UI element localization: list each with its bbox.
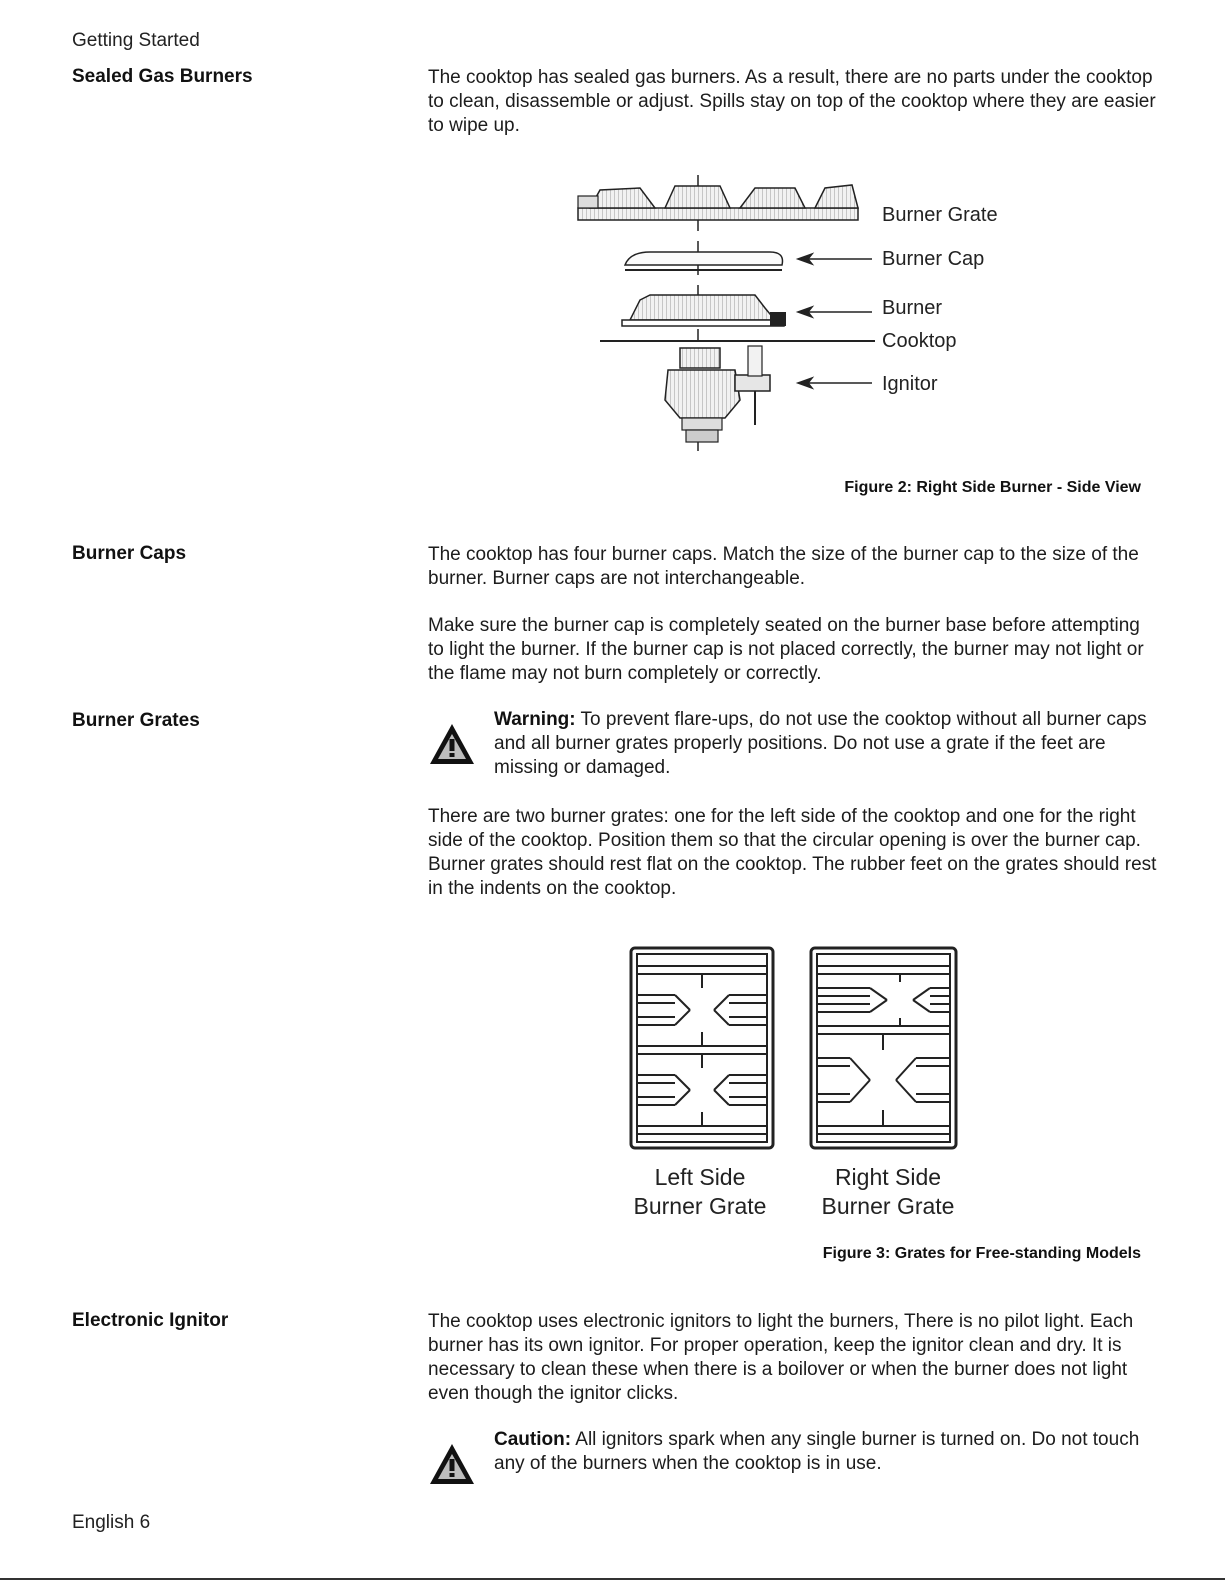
heading-sealed-gas-burners: Sealed Gas Burners — [72, 66, 253, 87]
figure-3-caption: Figure 3: Grates for Free-standing Models — [822, 1245, 1141, 1262]
warning-text: To prevent flare-ups, do not use the cooktop without all burner caps and all burner grates properly positions. Do not use a grate if the feet are missing or damaged. — [494, 709, 1147, 778]
heading-burner-caps: Burner Caps — [72, 543, 187, 564]
heading-electronic-ignitor: Electronic Ignitor — [72, 1310, 229, 1331]
label-ignitor: Ignitor — [882, 373, 938, 395]
warning-label: Warning: — [494, 709, 576, 730]
caution-text: All ignitors spark when any single burner is turned on. Do not touch any of the burners when the cooktop is in use. — [494, 1429, 1140, 1474]
left-grate-label-line2: Burner Grate — [633, 1193, 767, 1219]
figure-2-caption: Figure 2: Right Side Burner - Side View — [844, 479, 1141, 496]
label-burner-grate: Burner Grate — [882, 204, 998, 226]
running-head: Getting Started — [72, 30, 200, 51]
burner-cap-part — [625, 252, 783, 270]
label-burner-cap: Burner Cap — [882, 248, 985, 270]
ignitor-part — [665, 346, 770, 442]
bottom-rule — [0, 1578, 1225, 1580]
paragraph-grates: There are two burner grates: one for the left side of the cooktop and one for the right side of the cooktop. Position them so that the circular opening is over the burner cap. Burner grates should rest flat on the cooktop. The rubber feet on the grates should rest in the indents on the cooktop. — [428, 806, 1157, 899]
paragraph-ignitor: The cooktop uses electronic ignitors to light the burners, There is no pilot light. Each burner has its own ignitor. For proper operation, keep the ignitor clean and dry. It is necessary to clean these when there is a boilover or when the burner does not light even though the ignitor clicks. — [428, 1311, 1134, 1404]
warning-notice — [428, 708, 1158, 780]
right-grate-label-line1: Right Side — [834, 1164, 942, 1190]
left-grate-drawing — [631, 948, 773, 1148]
left-grate-label-line1: Left Side — [654, 1164, 746, 1190]
caution-triangle-icon — [428, 1442, 476, 1486]
warning-triangle-icon — [428, 722, 476, 766]
paragraph-caps-1: The cooktop has four burner caps. Match the size of the burner cap to the size of the burner. Burner caps are not interchangeable. — [428, 544, 1139, 589]
paragraph-caps-2: Make sure the burner cap is completely seated on the burner base before attempting to light the burner. If the burner cap is not placed correctly, the burner may not light or the flame may not burn completely or correctly. — [428, 615, 1144, 684]
page-footer: English 6 — [72, 1512, 151, 1533]
burner-side-view-diagram — [570, 170, 900, 470]
right-grate-drawing — [811, 948, 956, 1148]
left-grate-label — [615, 1163, 785, 1221]
leader-arrows — [798, 254, 872, 388]
right-grate-label-line2: Burner Grate — [821, 1193, 955, 1219]
right-grate-label — [803, 1163, 973, 1221]
paragraph-sealed-burners: The cooktop has sealed gas burners. As a result, there are no parts under the cooktop to clean, disassemble or adjust. Spills stay on top of the cooktop where they are easier to wipe up. — [428, 67, 1156, 136]
caution-label: Caution: — [494, 1429, 572, 1450]
label-burner: Burner — [882, 297, 943, 319]
label-cooktop: Cooktop — [882, 330, 957, 352]
grates-diagram — [625, 940, 965, 1155]
burner-grate-part — [578, 185, 858, 220]
caution-notice — [428, 1428, 1158, 1476]
burner-part — [622, 295, 786, 326]
heading-burner-grates: Burner Grates — [72, 710, 200, 731]
